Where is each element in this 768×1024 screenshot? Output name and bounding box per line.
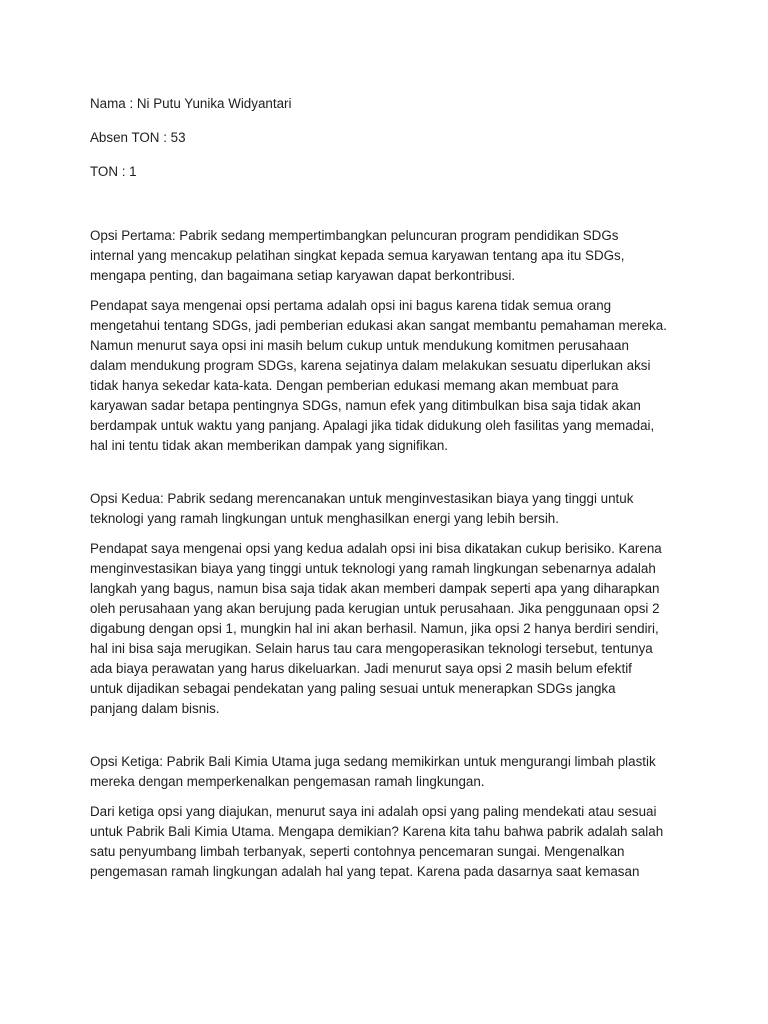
text-line: Namun menurut saya opsi ini masih belum cukup untuk mendukung komitmen perusahaan (90, 338, 629, 353)
option-one-opinion (90, 296, 690, 456)
text-line: menginvestasikan biaya yang tinggi untuk teknologi yang ramah lingkungan sebenarnya adalah (90, 561, 656, 576)
option-three-description (90, 752, 690, 792)
ton-number: TON : 1 (90, 164, 137, 179)
text-line: Opsi Kedua: Pabrik sedang merencanakan untuk menginvestasikan biaya yang tinggi untuk (90, 491, 634, 506)
text-line: dalam mendukung program SDGs, karena sejatinya dalam melakukan sesuatu diperlukan aksi (90, 358, 651, 373)
text-line: mengetahui tentang SDGs, jadi pemberian edukasi akan sangat membantu pemahaman mereka. (90, 318, 667, 333)
option-three-opinion (90, 802, 690, 882)
text-line: berdampak untuk waktu yang panjang. Apalagi jika tidak didukung oleh fasilitas yang memadai, (90, 418, 655, 433)
text-line: internal yang mencakup pelatihan singkat kepada semua karyawan tentang apa itu SDGs, (90, 248, 625, 263)
text-line: untuk Pabrik Bali Kimia Utama. Mengapa demikian? Karena kita tahu bahwa pabrik adalah salah (90, 824, 664, 839)
text-line: Pendapat saya mengenai opsi yang kedua adalah opsi ini bisa dikatakan cukup berisiko. Karena (90, 541, 662, 556)
text-line: digabung dengan opsi 1, mungkin hal ini akan berhasil. Namun, jika opsi 2 hanya berdiri sendiri, (90, 621, 659, 636)
text-line: hal ini bisa saja merugikan. Selain harus tau cara mengoperasikan teknologi tersebut, tentunya (90, 641, 653, 656)
text-line: untuk dijadikan sebagai pendekatan yang paling sesuai untuk menerapkan SDGs jangka (90, 681, 616, 696)
text-line: teknologi yang ramah lingkungan untuk menghasilkan energi yang lebih bersih. (90, 511, 559, 526)
text-line: Dari ketiga opsi yang diajukan, menurut saya ini adalah opsi yang paling mendekati atau sesuai (90, 804, 657, 819)
document-body (90, 94, 690, 882)
text-line: Opsi Ketiga: Pabrik Bali Kimia Utama juga sedang memikirkan untuk mengurangi limbah plastik (90, 754, 656, 769)
text-line: satu penyumbang limbah terbanyak, seperti contohnya pencemaran sungai. Mengenalkan (90, 844, 625, 859)
text-line: pengemasan ramah lingkungan adalah hal yang tepat. Karena pada dasarnya saat kemasan (90, 864, 640, 879)
text-line: mereka dengan memperkenalkan pengemasan ramah lingkungan. (90, 774, 485, 789)
text-line: karyawan sadar betapa pentingnya SDGs, namun efek yang ditimbulkan bisa saja tidak akan (90, 398, 641, 413)
text-line: mengapa penting, dan bagaimana setiap karyawan dapat berkontribusi. (90, 268, 516, 283)
attendance-number: Absen TON : 53 (90, 130, 186, 145)
text-line: tidak hanya sekedar kata-kata. Dengan pemberian edukasi memang akan membuat para (90, 378, 619, 393)
student-name: Nama : Ni Putu Yunika Widyantari (90, 96, 292, 111)
text-line: Opsi Pertama: Pabrik sedang mempertimbangkan peluncuran program pendidikan SDGs (90, 228, 619, 243)
text-line: Pendapat saya mengenai opsi pertama adalah opsi ini bagus karena tidak semua orang (90, 298, 612, 313)
option-two-description (90, 489, 690, 529)
text-line: hal ini tentu tidak akan memberikan dampak yang signifikan. (90, 438, 449, 453)
text-line: oleh perusahaan yang akan berujung pada kerugian untuk perusahaan. Jika penggunaan opsi 2 (90, 601, 660, 616)
option-two-opinion (90, 539, 690, 719)
text-line: langkah yang bagus, namun bisa saja tidak akan memberi dampak seperti apa yang diharapkan (90, 581, 660, 596)
text-line: panjang dalam bisnis. (90, 701, 220, 716)
option-one-description (90, 226, 690, 286)
text-line: ada biaya perawatan yang harus dikeluarkan. Jadi menurut saya opsi 2 masih belum efektif (90, 661, 632, 676)
